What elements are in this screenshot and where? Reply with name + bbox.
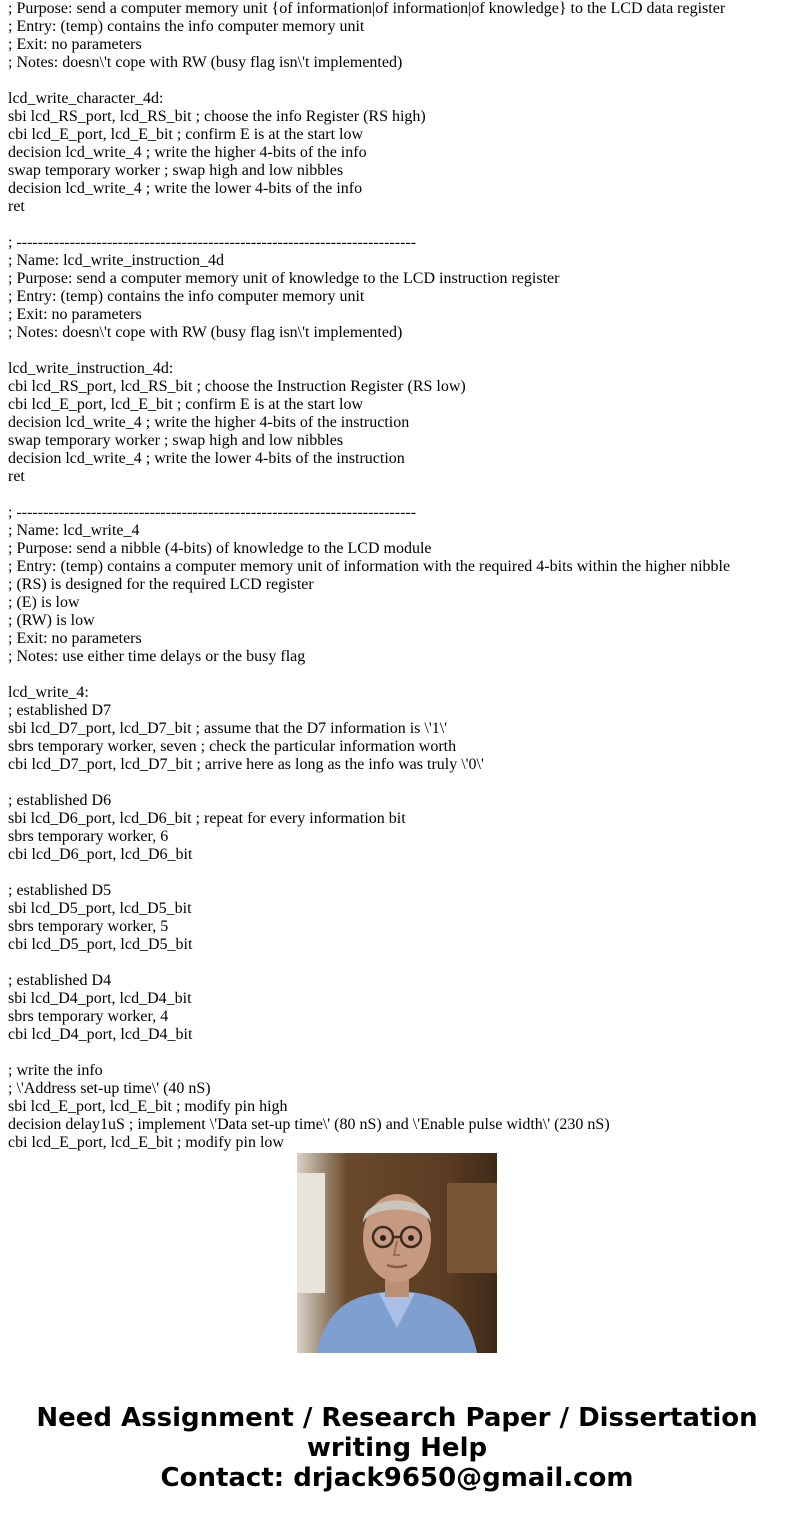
code-line: cbi lcd_E_port, lcd_E_bit ; confirm E is at the start low [8,396,364,413]
code-line: ; Notes: doesn\'t cope with RW (busy flag isn\'t implemented) [8,324,403,341]
blank-line [8,774,788,792]
code-line: cbi lcd_E_port, lcd_E_bit ; modify pin low [8,1134,284,1151]
code-line: ; Purpose: send a nibble (4-bits) of knowledge to the LCD module [8,540,432,557]
promo-line-2: writing Help [306,1433,488,1463]
blank-line [8,486,788,504]
code-line: decision lcd_write_4 ; write the higher 4-bits of the instruction [8,414,410,431]
code-line: sbi lcd_D4_port, lcd_D4_bit [8,990,192,1007]
code-line: swap temporary worker ; swap high and low nibbles [8,432,344,449]
code-line: ret [8,468,25,485]
code-line: sbi lcd_E_port, lcd_E_bit ; modify pin high [8,1098,288,1115]
promo-contact: Contact: drjack9650@gmail.com [160,1463,634,1493]
code-line: ; established D6 [8,792,112,809]
author-photo-icon [297,1153,497,1353]
code-line: ; Entry: (temp) contains the info computer memory unit [8,288,365,305]
code-line: ; Entry: (temp) contains a computer memory unit of information with the required 4-bits within the higher nibble [8,558,731,575]
blank-line [8,666,788,684]
code-line: cbi lcd_E_port, lcd_E_bit ; confirm E is at the start low [8,126,364,143]
code-line: sbi lcd_RS_port, lcd_RS_bit ; choose the info Register (RS high) [8,108,426,125]
code-listing [8,0,788,1151]
code-line: ; (E) is low [8,594,80,611]
code-line: ; Purpose: send a computer memory unit of knowledge to the LCD instruction register [8,270,560,287]
code-line: ; Name: lcd_write_instruction_4d [8,252,224,269]
code-line: ; Entry: (temp) contains the info computer memory unit [8,18,365,35]
code-line: ; Exit: no parameters [8,36,142,53]
code-line: sbrs temporary worker, 5 [8,918,169,935]
code-line: decision lcd_write_4 ; write the higher 4-bits of the info [8,144,367,161]
code-line: cbi lcd_D6_port, lcd_D6_bit [8,846,193,863]
code-line: sbrs temporary worker, 6 [8,828,169,845]
code-line: sbi lcd_D5_port, lcd_D5_bit [8,900,192,917]
blank-line [8,864,788,882]
code-line: ; Exit: no parameters [8,630,142,647]
code-line: sbrs temporary worker, seven ; check the particular information worth [8,738,457,755]
code-line: ; established D5 [8,882,112,899]
code-line: decision lcd_write_4 ; write the lower 4-bits of the info [8,180,363,197]
blank-line [8,72,788,90]
code-line: ; established D4 [8,972,112,989]
promo-banner [0,1403,794,1493]
code-line: cbi lcd_D7_port, lcd_D7_bit ; arrive here as long as the info was truly \'0\' [8,756,484,773]
code-line: ; --------------------------------------------------------------------------- [8,504,417,521]
code-line: ; Notes: doesn\'t cope with RW (busy flag isn\'t implemented) [8,54,403,71]
code-line: swap temporary worker ; swap high and low nibbles [8,162,344,179]
blank-line [8,342,788,360]
code-line: sbrs temporary worker, 4 [8,1008,169,1025]
code-line: ; --------------------------------------------------------------------------- [8,234,417,251]
code-line: cbi lcd_D4_port, lcd_D4_bit [8,1026,193,1043]
code-line: decision delay1uS ; implement \'Data set-up time\' (80 nS) and \'Enable pulse width\' (230 nS) [8,1116,610,1133]
code-line: ; (RW) is low [8,612,95,629]
code-line: ret [8,198,25,215]
code-line: cbi lcd_RS_port, lcd_RS_bit ; choose the Instruction Register (RS low) [8,378,466,395]
code-line: ; Exit: no parameters [8,306,142,323]
code-line: lcd_write_instruction_4d: [8,360,174,377]
code-line: lcd_write_4: [8,684,89,701]
code-line: sbi lcd_D6_port, lcd_D6_bit ; repeat for every information bit [8,810,406,827]
code-line: ; Purpose: send a computer memory unit {of information|of information|of knowledge} to the LCD data register [8,0,726,17]
code-line: sbi lcd_D7_port, lcd_D7_bit ; assume that the D7 information is \'1\' [8,720,448,737]
blank-line [8,1044,788,1062]
code-line: ; \'Address set-up time\' (40 nS) [8,1080,211,1097]
code-line: ; Notes: use either time delays or the busy flag [8,648,306,665]
code-line: ; established D7 [8,702,112,719]
code-line: lcd_write_character_4d: [8,90,164,107]
code-line: decision lcd_write_4 ; write the lower 4-bits of the instruction [8,450,405,467]
blank-line [8,216,788,234]
code-line: ; write the info [8,1062,103,1079]
code-line: ; Name: lcd_write_4 [8,522,140,539]
author-avatar [297,1153,497,1353]
code-line: ; (RS) is designed for the required LCD register [8,576,314,593]
code-line: cbi lcd_D5_port, lcd_D5_bit [8,936,193,953]
promo-line-1: Need Assignment / Research Paper / Dissertation [36,1403,758,1433]
blank-line [8,954,788,972]
